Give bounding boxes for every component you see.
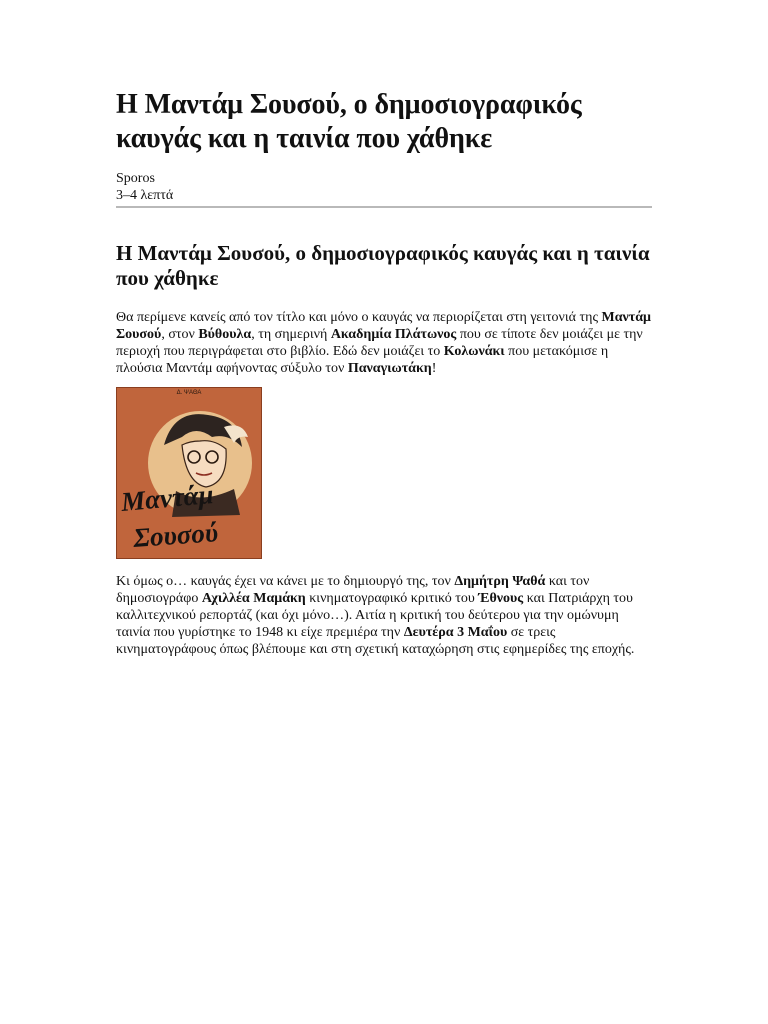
p1-bold-madam-sousou: Μαντάμ Σουσού [116, 310, 651, 342]
cover-author-label: Δ. ΨΑΘΑ [176, 390, 202, 396]
p2-bold-date: Δευτέρα 3 Μαΐου [403, 625, 508, 640]
p1-text-4: που σε τίποτε δεν μοιάζει με την περιοχή που περιγράφεται στο βιβλίο. Εδώ δεν μοιάζει το [116, 327, 643, 359]
p2-bold-psathas: Δημήτρη Ψαθά [454, 574, 546, 589]
author-name: Sporos [116, 171, 155, 186]
p1-text-2: , στον [161, 327, 199, 342]
article [116, 88, 652, 658]
book-cover-image [116, 387, 262, 559]
p2-text-4: και Πατριάρχη του καλλιτεχνικού ρεπορτάζ (και όχι μόνο…). Αιτία η κριτική του δεύτερου για την ομώνυμη ταινία που γυρίστηκε το 1948 κι είχε πρεμιέρα την [116, 591, 633, 640]
header-divider [116, 206, 652, 208]
p1-bold-akadimia: Ακαδημία Πλάτωνος [330, 327, 457, 342]
article-meta [116, 170, 652, 204]
p1-text-3: , τη σημερινή [251, 327, 331, 342]
p1-bold-vythoulas: Βύθουλα [198, 327, 252, 342]
p2-text-2: και τον δημοσιογράφο [116, 574, 590, 606]
p1-bold-kolonaki: Κολωνάκι [443, 344, 505, 359]
p2-bold-mamakis: Αχιλλέα Μαμάκη [201, 591, 306, 606]
p2-text-3: κινηματογραφικό κριτικό του [305, 591, 479, 606]
p2-text-1: Κι όμως ο… καυγάς έχει να κάνει με το δημιουργό της, τον [116, 574, 455, 589]
p1-bold-panagiotakis: Παναγιωτάκη [347, 361, 432, 376]
p2-text-5: σε τρεις κινηματογράφους όπως βλέπουμε και στη σχετική καταχώρηση στις εφημερίδες της εποχής. [116, 625, 635, 657]
cover-title-line-2: Σουσού [132, 517, 219, 553]
article-subtitle: Η Μαντάμ Σουσού, ο δημοσιογραφικός καυγάς και η ταινία που χάθηκε [116, 241, 650, 290]
p2-bold-ethnos: Έθνους [478, 591, 524, 606]
cover-title-line-1: Μαντάμ [119, 479, 215, 517]
read-time: 3–4 λεπτά [116, 188, 174, 203]
paragraph-1 [116, 309, 656, 377]
p1-text-5: που μετακόμισε η πλούσια Μαντάμ αφήνοντας σύξυλο τον [116, 344, 609, 376]
article-title: Η Μαντάμ Σουσού, ο δημοσιογραφικός καυγάς και η ταινία που χάθηκε [116, 89, 582, 154]
paragraph-2 [116, 573, 656, 658]
p1-text-6: ! [431, 361, 437, 376]
p1-text-1: Θα περίμενε κανείς από τον τίτλο και μόνο ο καυγάς να περιορίζεται στη γειτονιά της [116, 310, 602, 325]
